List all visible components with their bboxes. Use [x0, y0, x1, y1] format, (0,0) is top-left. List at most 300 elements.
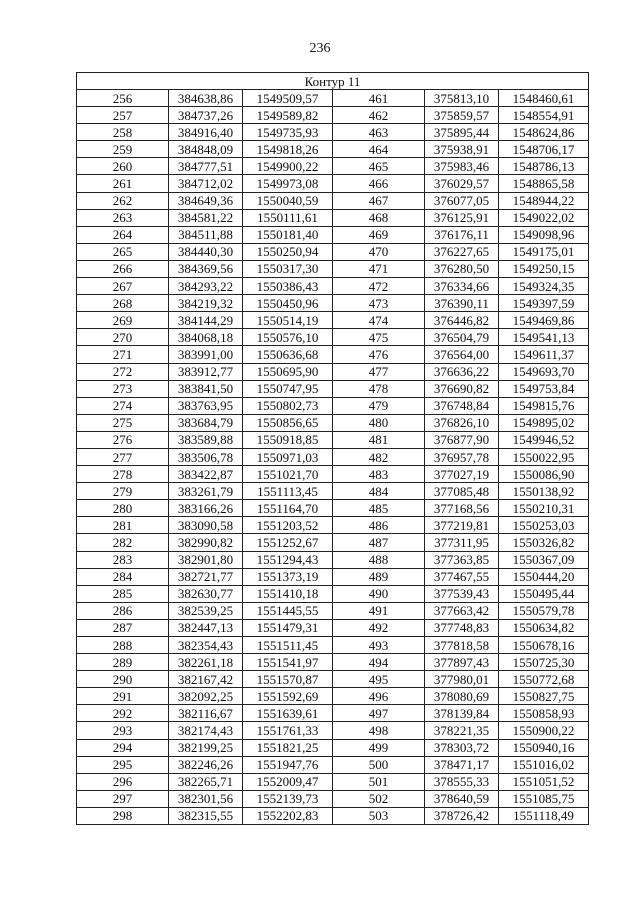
x-coordinate-right: 377818,58 — [425, 637, 499, 654]
y-coordinate-left: 1551373,19 — [243, 568, 333, 585]
y-coordinate-left: 1551639,61 — [243, 705, 333, 722]
x-coordinate-left: 382354,43 — [169, 637, 243, 654]
x-coordinate-left: 383684,79 — [169, 414, 243, 431]
y-coordinate-right: 1549250,15 — [499, 260, 589, 277]
y-coordinate-left: 1549973,08 — [243, 175, 333, 192]
point-number-left: 296 — [77, 773, 169, 790]
point-number-left: 293 — [77, 722, 169, 739]
y-coordinate-left: 1551113,45 — [243, 483, 333, 500]
x-coordinate-left: 382199,25 — [169, 739, 243, 756]
y-coordinate-left: 1552009,47 — [243, 773, 333, 790]
x-coordinate-left: 382447,13 — [169, 619, 243, 636]
y-coordinate-right: 1549175,01 — [499, 243, 589, 260]
y-coordinate-right: 1551016,02 — [499, 756, 589, 773]
y-coordinate-right: 1550326,82 — [499, 534, 589, 551]
y-coordinate-right: 1548624,86 — [499, 124, 589, 141]
point-number-right: 492 — [333, 619, 425, 636]
table-row — [77, 158, 589, 175]
y-coordinate-right: 1549895,02 — [499, 414, 589, 431]
point-number-left: 278 — [77, 466, 169, 483]
point-number-left: 271 — [77, 346, 169, 363]
table-row — [77, 141, 589, 158]
point-number-right: 477 — [333, 363, 425, 380]
point-number-right: 497 — [333, 705, 425, 722]
x-coordinate-right: 378726,42 — [425, 807, 499, 824]
x-coordinate-right: 377027,19 — [425, 466, 499, 483]
table-row — [77, 278, 589, 295]
point-number-left: 273 — [77, 380, 169, 397]
x-coordinate-left: 383991,00 — [169, 346, 243, 363]
y-coordinate-left: 1551252,67 — [243, 534, 333, 551]
y-coordinate-right: 1548944,22 — [499, 192, 589, 209]
point-number-left: 268 — [77, 295, 169, 312]
y-coordinate-right: 1550827,75 — [499, 688, 589, 705]
x-coordinate-left: 383912,77 — [169, 363, 243, 380]
table-row — [77, 192, 589, 209]
y-coordinate-left: 1551541,97 — [243, 654, 333, 671]
y-coordinate-right: 1549469,86 — [499, 312, 589, 329]
table-row — [77, 380, 589, 397]
y-coordinate-left: 1550317,30 — [243, 260, 333, 277]
x-coordinate-right: 378303,72 — [425, 739, 499, 756]
x-coordinate-left: 384737,26 — [169, 107, 243, 124]
x-coordinate-left: 384369,56 — [169, 260, 243, 277]
point-number-left: 282 — [77, 534, 169, 551]
table-row — [77, 90, 589, 107]
table-row — [77, 363, 589, 380]
point-number-right: 474 — [333, 312, 425, 329]
x-coordinate-left: 384068,18 — [169, 329, 243, 346]
table-row — [77, 534, 589, 551]
y-coordinate-right: 1550940,16 — [499, 739, 589, 756]
x-coordinate-right: 376176,11 — [425, 226, 499, 243]
coordinates-table-container — [76, 72, 589, 825]
point-number-right: 503 — [333, 807, 425, 824]
y-coordinate-left: 1550514,19 — [243, 312, 333, 329]
point-number-right: 473 — [333, 295, 425, 312]
x-coordinate-left: 383090,58 — [169, 517, 243, 534]
point-number-right: 466 — [333, 175, 425, 192]
point-number-right: 495 — [333, 671, 425, 688]
y-coordinate-right: 1549397,59 — [499, 295, 589, 312]
y-coordinate-left: 1550040,59 — [243, 192, 333, 209]
point-number-right: 471 — [333, 260, 425, 277]
y-coordinate-right: 1549611,37 — [499, 346, 589, 363]
y-coordinate-left: 1550802,73 — [243, 397, 333, 414]
x-coordinate-left: 382174,43 — [169, 722, 243, 739]
table-row — [77, 243, 589, 260]
point-number-right: 502 — [333, 790, 425, 807]
y-coordinate-left: 1550695,90 — [243, 363, 333, 380]
point-number-right: 481 — [333, 431, 425, 448]
point-number-left: 258 — [77, 124, 169, 141]
y-coordinate-left: 1550856,65 — [243, 414, 333, 431]
y-coordinate-right: 1548865,58 — [499, 175, 589, 192]
table-row — [77, 807, 589, 824]
x-coordinate-left: 383763,95 — [169, 397, 243, 414]
table-row — [77, 346, 589, 363]
table-title: Контур 11 — [77, 73, 589, 90]
x-coordinate-right: 375813,10 — [425, 90, 499, 107]
point-number-left: 286 — [77, 602, 169, 619]
point-number-right: 499 — [333, 739, 425, 756]
x-coordinate-right: 377748,83 — [425, 619, 499, 636]
table-row — [77, 790, 589, 807]
x-coordinate-left: 382265,71 — [169, 773, 243, 790]
x-coordinate-right: 376504,79 — [425, 329, 499, 346]
table-row — [77, 705, 589, 722]
y-coordinate-right: 1551085,75 — [499, 790, 589, 807]
x-coordinate-left: 383261,79 — [169, 483, 243, 500]
y-coordinate-left: 1551294,43 — [243, 551, 333, 568]
point-number-left: 292 — [77, 705, 169, 722]
point-number-right: 487 — [333, 534, 425, 551]
y-coordinate-left: 1551445,55 — [243, 602, 333, 619]
point-number-left: 283 — [77, 551, 169, 568]
table-row — [77, 107, 589, 124]
point-number-right: 488 — [333, 551, 425, 568]
y-coordinate-left: 1550971,03 — [243, 448, 333, 465]
x-coordinate-right: 377085,48 — [425, 483, 499, 500]
table-row — [77, 500, 589, 517]
table-row — [77, 209, 589, 226]
x-coordinate-right: 376826,10 — [425, 414, 499, 431]
table-row — [77, 756, 589, 773]
y-coordinate-right: 1550858,93 — [499, 705, 589, 722]
table-row — [77, 671, 589, 688]
x-coordinate-left: 384916,40 — [169, 124, 243, 141]
point-number-right: 493 — [333, 637, 425, 654]
y-coordinate-left: 1550111,61 — [243, 209, 333, 226]
x-coordinate-right: 376636,22 — [425, 363, 499, 380]
point-number-right: 491 — [333, 602, 425, 619]
point-number-right: 482 — [333, 448, 425, 465]
y-coordinate-left: 1550918,85 — [243, 431, 333, 448]
x-coordinate-right: 377311,95 — [425, 534, 499, 551]
y-coordinate-right: 1549324,35 — [499, 278, 589, 295]
table-row — [77, 654, 589, 671]
point-number-right: 478 — [333, 380, 425, 397]
x-coordinate-left: 382167,42 — [169, 671, 243, 688]
x-coordinate-right: 376280,50 — [425, 260, 499, 277]
x-coordinate-left: 383166,26 — [169, 500, 243, 517]
y-coordinate-right: 1550138,92 — [499, 483, 589, 500]
x-coordinate-right: 376390,11 — [425, 295, 499, 312]
point-number-right: 486 — [333, 517, 425, 534]
point-number-right: 496 — [333, 688, 425, 705]
y-coordinate-left: 1549589,82 — [243, 107, 333, 124]
point-number-right: 463 — [333, 124, 425, 141]
y-coordinate-right: 1548554,91 — [499, 107, 589, 124]
y-coordinate-left: 1551947,76 — [243, 756, 333, 773]
table-row — [77, 466, 589, 483]
x-coordinate-right: 376029,57 — [425, 175, 499, 192]
point-number-left: 281 — [77, 517, 169, 534]
x-coordinate-left: 382301,56 — [169, 790, 243, 807]
y-coordinate-left: 1551511,45 — [243, 637, 333, 654]
x-coordinate-right: 376957,78 — [425, 448, 499, 465]
y-coordinate-left: 1550576,10 — [243, 329, 333, 346]
y-coordinate-left: 1551203,52 — [243, 517, 333, 534]
x-coordinate-left: 382092,25 — [169, 688, 243, 705]
table-row — [77, 483, 589, 500]
x-coordinate-right: 378471,17 — [425, 756, 499, 773]
table-row — [77, 295, 589, 312]
x-coordinate-left: 384219,32 — [169, 295, 243, 312]
table-row — [77, 773, 589, 790]
point-number-left: 257 — [77, 107, 169, 124]
y-coordinate-right: 1550022,95 — [499, 448, 589, 465]
y-coordinate-right: 1549815,76 — [499, 397, 589, 414]
x-coordinate-left: 384712,02 — [169, 175, 243, 192]
point-number-right: 500 — [333, 756, 425, 773]
point-number-left: 280 — [77, 500, 169, 517]
x-coordinate-right: 375895,44 — [425, 124, 499, 141]
table-body — [77, 73, 589, 825]
y-coordinate-right: 1550634,82 — [499, 619, 589, 636]
x-coordinate-right: 376877,90 — [425, 431, 499, 448]
point-number-right: 470 — [333, 243, 425, 260]
y-coordinate-left: 1549735,93 — [243, 124, 333, 141]
table-title-row — [77, 73, 589, 90]
table-row — [77, 619, 589, 636]
x-coordinate-right: 377168,56 — [425, 500, 499, 517]
point-number-left: 284 — [77, 568, 169, 585]
point-number-right: 461 — [333, 90, 425, 107]
point-number-left: 265 — [77, 243, 169, 260]
point-number-left: 260 — [77, 158, 169, 175]
x-coordinate-right: 378139,84 — [425, 705, 499, 722]
y-coordinate-right: 1550495,44 — [499, 585, 589, 602]
x-coordinate-left: 384649,36 — [169, 192, 243, 209]
point-number-left: 270 — [77, 329, 169, 346]
y-coordinate-right: 1550444,20 — [499, 568, 589, 585]
table-row — [77, 517, 589, 534]
y-coordinate-right: 1551051,52 — [499, 773, 589, 790]
y-coordinate-right: 1550210,31 — [499, 500, 589, 517]
y-coordinate-left: 1551592,69 — [243, 688, 333, 705]
x-coordinate-right: 375859,57 — [425, 107, 499, 124]
x-coordinate-right: 375983,46 — [425, 158, 499, 175]
table-row — [77, 312, 589, 329]
point-number-left: 287 — [77, 619, 169, 636]
x-coordinate-right: 376227,65 — [425, 243, 499, 260]
point-number-left: 290 — [77, 671, 169, 688]
x-coordinate-left: 383506,78 — [169, 448, 243, 465]
point-number-left: 274 — [77, 397, 169, 414]
point-number-left: 269 — [77, 312, 169, 329]
point-number-right: 501 — [333, 773, 425, 790]
point-number-right: 464 — [333, 141, 425, 158]
x-coordinate-left: 384581,22 — [169, 209, 243, 226]
point-number-right: 472 — [333, 278, 425, 295]
point-number-right: 468 — [333, 209, 425, 226]
point-number-left: 276 — [77, 431, 169, 448]
x-coordinate-right: 375938,91 — [425, 141, 499, 158]
x-coordinate-left: 382721,77 — [169, 568, 243, 585]
y-coordinate-left: 1549818,26 — [243, 141, 333, 158]
table-row — [77, 551, 589, 568]
y-coordinate-left: 1551479,31 — [243, 619, 333, 636]
x-coordinate-right: 376125,91 — [425, 209, 499, 226]
table-row — [77, 448, 589, 465]
y-coordinate-left: 1552202,83 — [243, 807, 333, 824]
y-coordinate-right: 1549022,02 — [499, 209, 589, 226]
y-coordinate-right: 1551118,49 — [499, 807, 589, 824]
table-row — [77, 722, 589, 739]
y-coordinate-right: 1550725,30 — [499, 654, 589, 671]
table-row — [77, 175, 589, 192]
y-coordinate-right: 1550678,16 — [499, 637, 589, 654]
x-coordinate-left: 382990,82 — [169, 534, 243, 551]
point-number-right: 469 — [333, 226, 425, 243]
x-coordinate-right: 376334,66 — [425, 278, 499, 295]
x-coordinate-left: 382116,67 — [169, 705, 243, 722]
table-row — [77, 739, 589, 756]
point-number-right: 475 — [333, 329, 425, 346]
point-number-right: 467 — [333, 192, 425, 209]
x-coordinate-right: 378080,69 — [425, 688, 499, 705]
x-coordinate-left: 382539,25 — [169, 602, 243, 619]
x-coordinate-left: 383589,88 — [169, 431, 243, 448]
y-coordinate-right: 1549946,52 — [499, 431, 589, 448]
point-number-right: 483 — [333, 466, 425, 483]
point-number-right: 465 — [333, 158, 425, 175]
x-coordinate-right: 377219,81 — [425, 517, 499, 534]
table-row — [77, 568, 589, 585]
x-coordinate-left: 384511,88 — [169, 226, 243, 243]
table-row — [77, 431, 589, 448]
point-number-left: 259 — [77, 141, 169, 158]
x-coordinate-right: 377897,43 — [425, 654, 499, 671]
y-coordinate-left: 1550636,68 — [243, 346, 333, 363]
table-row — [77, 124, 589, 141]
point-number-left: 297 — [77, 790, 169, 807]
x-coordinate-right: 377663,42 — [425, 602, 499, 619]
y-coordinate-right: 1549753,84 — [499, 380, 589, 397]
table-row — [77, 260, 589, 277]
y-coordinate-right: 1550579,78 — [499, 602, 589, 619]
y-coordinate-left: 1551021,70 — [243, 466, 333, 483]
point-number-left: 262 — [77, 192, 169, 209]
x-coordinate-right: 376748,84 — [425, 397, 499, 414]
y-coordinate-left: 1551821,25 — [243, 739, 333, 756]
table-row — [77, 226, 589, 243]
point-number-left: 294 — [77, 739, 169, 756]
table-row — [77, 585, 589, 602]
x-coordinate-right: 376446,82 — [425, 312, 499, 329]
table-row — [77, 329, 589, 346]
y-coordinate-right: 1550772,68 — [499, 671, 589, 688]
point-number-right: 485 — [333, 500, 425, 517]
point-number-right: 490 — [333, 585, 425, 602]
table-row — [77, 602, 589, 619]
x-coordinate-right: 378640,59 — [425, 790, 499, 807]
y-coordinate-left: 1550747,95 — [243, 380, 333, 397]
y-coordinate-left: 1552139,73 — [243, 790, 333, 807]
y-coordinate-left: 1551164,70 — [243, 500, 333, 517]
point-number-left: 295 — [77, 756, 169, 773]
x-coordinate-right: 376077,05 — [425, 192, 499, 209]
point-number-right: 479 — [333, 397, 425, 414]
point-number-left: 263 — [77, 209, 169, 226]
x-coordinate-right: 377467,55 — [425, 568, 499, 585]
point-number-right: 484 — [333, 483, 425, 500]
x-coordinate-right: 376564,00 — [425, 346, 499, 363]
x-coordinate-left: 384144,29 — [169, 312, 243, 329]
x-coordinate-left: 384638,86 — [169, 90, 243, 107]
x-coordinate-left: 382261,18 — [169, 654, 243, 671]
x-coordinate-left: 382315,55 — [169, 807, 243, 824]
y-coordinate-right: 1550253,03 — [499, 517, 589, 534]
x-coordinate-left: 382630,77 — [169, 585, 243, 602]
x-coordinate-right: 377363,85 — [425, 551, 499, 568]
table-row — [77, 397, 589, 414]
point-number-left: 275 — [77, 414, 169, 431]
x-coordinate-left: 383422,87 — [169, 466, 243, 483]
x-coordinate-left: 384848,09 — [169, 141, 243, 158]
point-number-right: 498 — [333, 722, 425, 739]
table-row — [77, 414, 589, 431]
y-coordinate-left: 1550386,43 — [243, 278, 333, 295]
point-number-left: 277 — [77, 448, 169, 465]
x-coordinate-left: 384440,30 — [169, 243, 243, 260]
point-number-left: 288 — [77, 637, 169, 654]
point-number-right: 476 — [333, 346, 425, 363]
point-number-left: 267 — [77, 278, 169, 295]
point-number-right: 494 — [333, 654, 425, 671]
y-coordinate-right: 1550367,09 — [499, 551, 589, 568]
point-number-left: 266 — [77, 260, 169, 277]
y-coordinate-left: 1551570,87 — [243, 671, 333, 688]
point-number-left: 279 — [77, 483, 169, 500]
y-coordinate-left: 1551761,33 — [243, 722, 333, 739]
y-coordinate-left: 1549900,22 — [243, 158, 333, 175]
y-coordinate-right: 1549098,96 — [499, 226, 589, 243]
point-number-left: 285 — [77, 585, 169, 602]
point-number-right: 480 — [333, 414, 425, 431]
y-coordinate-right: 1549693,70 — [499, 363, 589, 380]
x-coordinate-left: 384777,51 — [169, 158, 243, 175]
point-number-left: 264 — [77, 226, 169, 243]
x-coordinate-left: 383841,50 — [169, 380, 243, 397]
x-coordinate-right: 377980,01 — [425, 671, 499, 688]
y-coordinate-left: 1551410,18 — [243, 585, 333, 602]
x-coordinate-right: 377539,43 — [425, 585, 499, 602]
point-number-left: 291 — [77, 688, 169, 705]
y-coordinate-left: 1550181,40 — [243, 226, 333, 243]
point-number-left: 256 — [77, 90, 169, 107]
coordinates-table — [76, 72, 589, 825]
x-coordinate-right: 376690,82 — [425, 380, 499, 397]
y-coordinate-right: 1548786,13 — [499, 158, 589, 175]
y-coordinate-left: 1550450,96 — [243, 295, 333, 312]
y-coordinate-left: 1549509,57 — [243, 90, 333, 107]
x-coordinate-left: 384293,22 — [169, 278, 243, 295]
x-coordinate-right: 378555,33 — [425, 773, 499, 790]
y-coordinate-right: 1549541,13 — [499, 329, 589, 346]
table-row — [77, 688, 589, 705]
x-coordinate-right: 378221,35 — [425, 722, 499, 739]
y-coordinate-right: 1548706,17 — [499, 141, 589, 158]
point-number-left: 261 — [77, 175, 169, 192]
point-number-right: 489 — [333, 568, 425, 585]
point-number-left: 272 — [77, 363, 169, 380]
point-number-left: 298 — [77, 807, 169, 824]
y-coordinate-right: 1550900,22 — [499, 722, 589, 739]
point-number-left: 289 — [77, 654, 169, 671]
x-coordinate-left: 382901,80 — [169, 551, 243, 568]
